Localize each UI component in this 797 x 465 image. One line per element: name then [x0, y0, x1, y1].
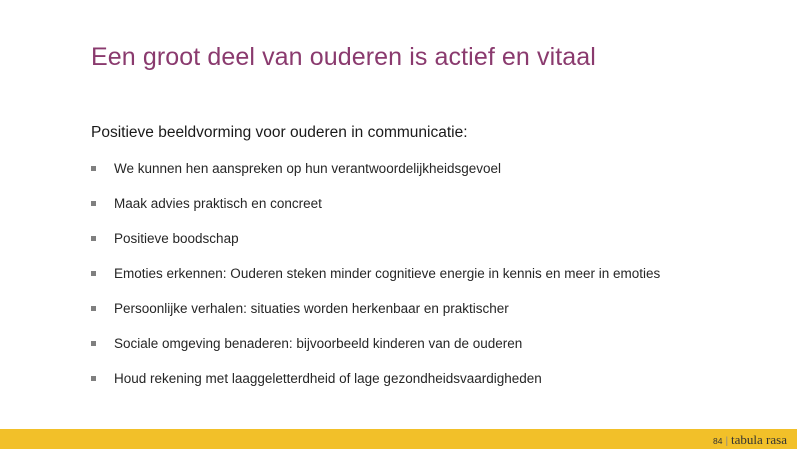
square-bullet-icon	[91, 271, 96, 276]
page-number: 84	[712, 436, 723, 446]
footer-separator: |	[725, 436, 729, 447]
bullet-text: Sociale omgeving benaderen: bijvoorbeeld kinderen van de ouderen	[114, 336, 523, 351]
footer-bar	[0, 429, 797, 449]
square-bullet-icon	[91, 236, 96, 241]
footer-branding	[713, 432, 787, 448]
bullet-text: Persoonlijke verhalen: situaties worden herkenbaar en praktischer	[114, 301, 509, 316]
brand-name: tabula rasa	[731, 432, 787, 447]
bullet-text: We kunnen hen aanspreken op hun verantwoordelijkheidsgevoel	[114, 161, 502, 176]
bullet-text: Emoties erkennen: Ouderen steken minder cognitieve energie in kennis en meer in emoties	[114, 266, 661, 281]
square-bullet-icon	[91, 341, 96, 346]
bullet-text: Positieve boodschap	[114, 231, 239, 246]
square-bullet-icon	[91, 166, 96, 171]
slide-subtitle: Positieve beeldvorming voor ouderen in communicatie:	[91, 124, 468, 141]
square-bullet-icon	[91, 376, 96, 381]
square-bullet-icon	[91, 201, 96, 206]
bullet-text: Maak advies praktisch en concreet	[114, 196, 322, 211]
square-bullet-icon	[91, 306, 96, 311]
bullet-text: Houd rekening met laaggeletterdheid of lage gezondheidsvaardigheden	[114, 371, 542, 386]
slide-title: Een groot deel van ouderen is actief en vitaal	[91, 43, 596, 71]
